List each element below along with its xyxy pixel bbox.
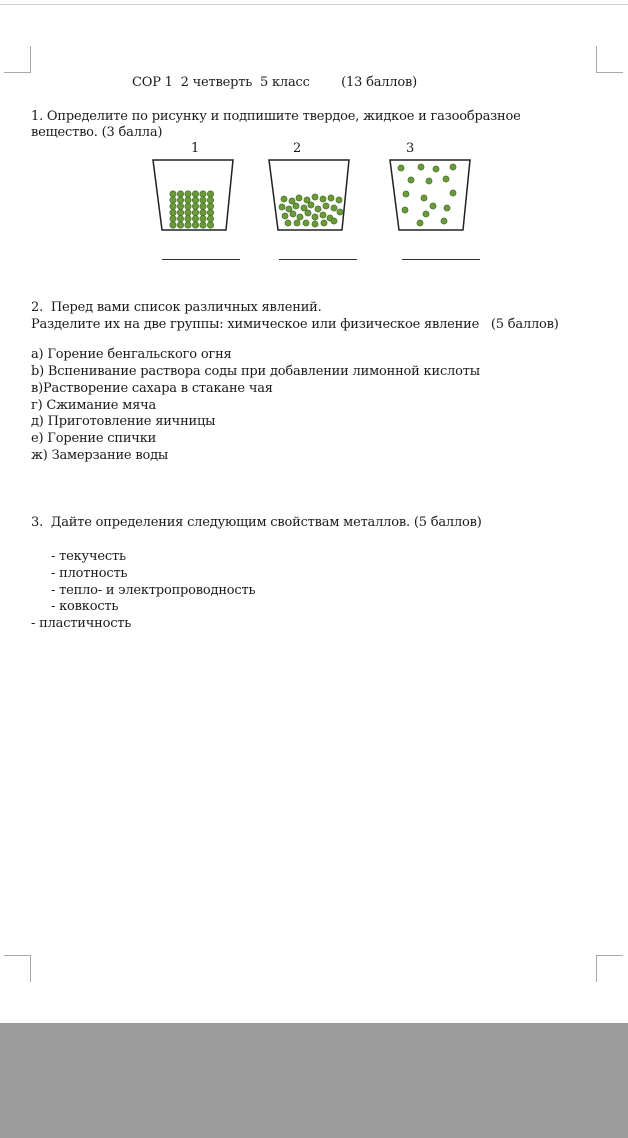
- beakers-figure: [148, 155, 488, 235]
- particle-solid: [177, 197, 183, 203]
- top-border-line: [0, 4, 628, 5]
- page-corner-mark-bottom-left: [4, 955, 31, 982]
- particle-liquid: [281, 196, 287, 202]
- q2-item-a: а) Горение бенгальского огня: [31, 347, 232, 362]
- particle-solid: [207, 209, 213, 215]
- q2-text-line-1: 2. Перед вами список различных явлений.: [31, 300, 322, 315]
- particle-solid: [185, 216, 191, 222]
- particle-solid: [170, 203, 176, 209]
- particle-liquid: [296, 195, 302, 201]
- particle-liquid: [312, 194, 318, 200]
- particle-liquid: [323, 203, 329, 209]
- particle-solid: [207, 216, 213, 222]
- particle-gas: [450, 164, 456, 170]
- particle-liquid: [305, 210, 311, 216]
- particles-solid: [170, 191, 214, 228]
- particle-gas: [423, 211, 429, 217]
- q3-title: 3. Дайте определения следующим свойствам металлов. (5 баллов): [31, 515, 482, 530]
- particle-solid: [200, 216, 206, 222]
- particle-solid: [177, 222, 183, 228]
- particle-solid: [207, 191, 213, 197]
- particle-solid: [170, 191, 176, 197]
- particle-gas: [444, 205, 450, 211]
- particle-solid: [177, 216, 183, 222]
- particle-liquid: [279, 204, 285, 210]
- particle-gas: [430, 203, 436, 209]
- particle-gas: [433, 166, 439, 172]
- q2-text-line-2: Разделите их на две группы: химическое или физическое явление (5 баллов): [31, 317, 559, 332]
- answer-line-3[interactable]: [402, 259, 480, 260]
- particle-liquid: [312, 221, 318, 227]
- particle-liquid: [321, 220, 327, 226]
- particle-solid: [207, 222, 213, 228]
- particle-liquid: [315, 206, 321, 212]
- q3-item-conductivity: - тепло- и электропроводность: [51, 583, 256, 598]
- q3-item-plasticity: - пластичность: [31, 616, 132, 631]
- particle-solid: [192, 203, 198, 209]
- particle-solid: [200, 222, 206, 228]
- particle-gas: [443, 176, 449, 182]
- particles-liquid: [279, 194, 343, 227]
- particle-solid: [185, 203, 191, 209]
- beaker-label-1: 1: [191, 141, 200, 156]
- particle-solid: [170, 216, 176, 222]
- q2-item-v: в)Растворение сахара в стакане чая: [31, 381, 273, 396]
- beaker-label-3: 3: [406, 141, 415, 156]
- particle-solid: [192, 216, 198, 222]
- particle-liquid: [282, 213, 288, 219]
- particle-liquid: [337, 209, 343, 215]
- page-corner-mark-bottom-right: [596, 955, 623, 982]
- particle-liquid: [320, 196, 326, 202]
- page-corner-mark-top-right: [596, 46, 623, 73]
- particle-solid: [185, 209, 191, 215]
- q2-item-g: г) Сжимание мяча: [31, 398, 157, 413]
- particle-liquid: [293, 203, 299, 209]
- answer-line-2[interactable]: [279, 259, 357, 260]
- particle-liquid: [308, 202, 314, 208]
- particle-solid: [200, 197, 206, 203]
- page-corner-mark-top-left: [4, 46, 31, 73]
- particle-solid: [200, 209, 206, 215]
- particle-liquid: [331, 205, 337, 211]
- particle-solid: [177, 191, 183, 197]
- particle-solid: [207, 203, 213, 209]
- particles-gas: [398, 164, 456, 226]
- document-title: СОР 1 2 четверть 5 класс (13 баллов): [132, 75, 417, 90]
- particle-gas: [408, 177, 414, 183]
- particle-gas: [398, 165, 404, 171]
- particle-gas: [402, 207, 408, 213]
- q1-text-line-2: вещество. (3 балла): [31, 125, 163, 140]
- particle-solid: [192, 197, 198, 203]
- beaker-label-2: 2: [293, 141, 302, 156]
- particle-liquid: [285, 220, 291, 226]
- particle-solid: [177, 209, 183, 215]
- particle-solid: [192, 191, 198, 197]
- particle-solid: [192, 209, 198, 215]
- particle-liquid: [303, 220, 309, 226]
- particle-solid: [192, 222, 198, 228]
- particle-gas: [450, 190, 456, 196]
- answer-line-1[interactable]: [162, 259, 240, 260]
- particle-liquid: [328, 195, 334, 201]
- particle-gas: [426, 178, 432, 184]
- particle-gas: [418, 164, 424, 170]
- particle-gas: [421, 195, 427, 201]
- particle-liquid: [320, 212, 326, 218]
- particle-solid: [185, 197, 191, 203]
- particle-solid: [185, 191, 191, 197]
- q2-item-e: е) Горение спички: [31, 431, 157, 446]
- particle-solid: [200, 191, 206, 197]
- particle-solid: [170, 222, 176, 228]
- gray-background-area: [0, 1023, 628, 1138]
- q3-item-fluidity: - текучесть: [51, 549, 126, 564]
- particle-liquid: [294, 220, 300, 226]
- q3-item-malleability: - ковкость: [51, 599, 119, 614]
- particle-solid: [177, 203, 183, 209]
- particle-liquid: [331, 218, 337, 224]
- q2-item-d: д) Приготовление яичницы: [31, 414, 216, 429]
- particle-gas: [403, 191, 409, 197]
- particle-gas: [417, 220, 423, 226]
- q1-text-line-1: 1. Определите по рисунку и подпишите твердое, жидкое и газообразное: [31, 109, 521, 124]
- particle-solid: [185, 222, 191, 228]
- particle-solid: [170, 197, 176, 203]
- particle-solid: [207, 197, 213, 203]
- particle-liquid: [297, 214, 303, 220]
- q2-item-b: b) Вспенивание раствора соды при добавлении лимонной кислоты: [31, 364, 480, 379]
- particle-liquid: [336, 197, 342, 203]
- particle-solid: [200, 203, 206, 209]
- q2-item-zh: ж) Замерзание воды: [31, 448, 169, 463]
- particle-gas: [441, 218, 447, 224]
- particle-solid: [170, 209, 176, 215]
- particle-liquid: [312, 214, 318, 220]
- particle-liquid: [290, 211, 296, 217]
- q3-item-density: - плотность: [51, 566, 128, 581]
